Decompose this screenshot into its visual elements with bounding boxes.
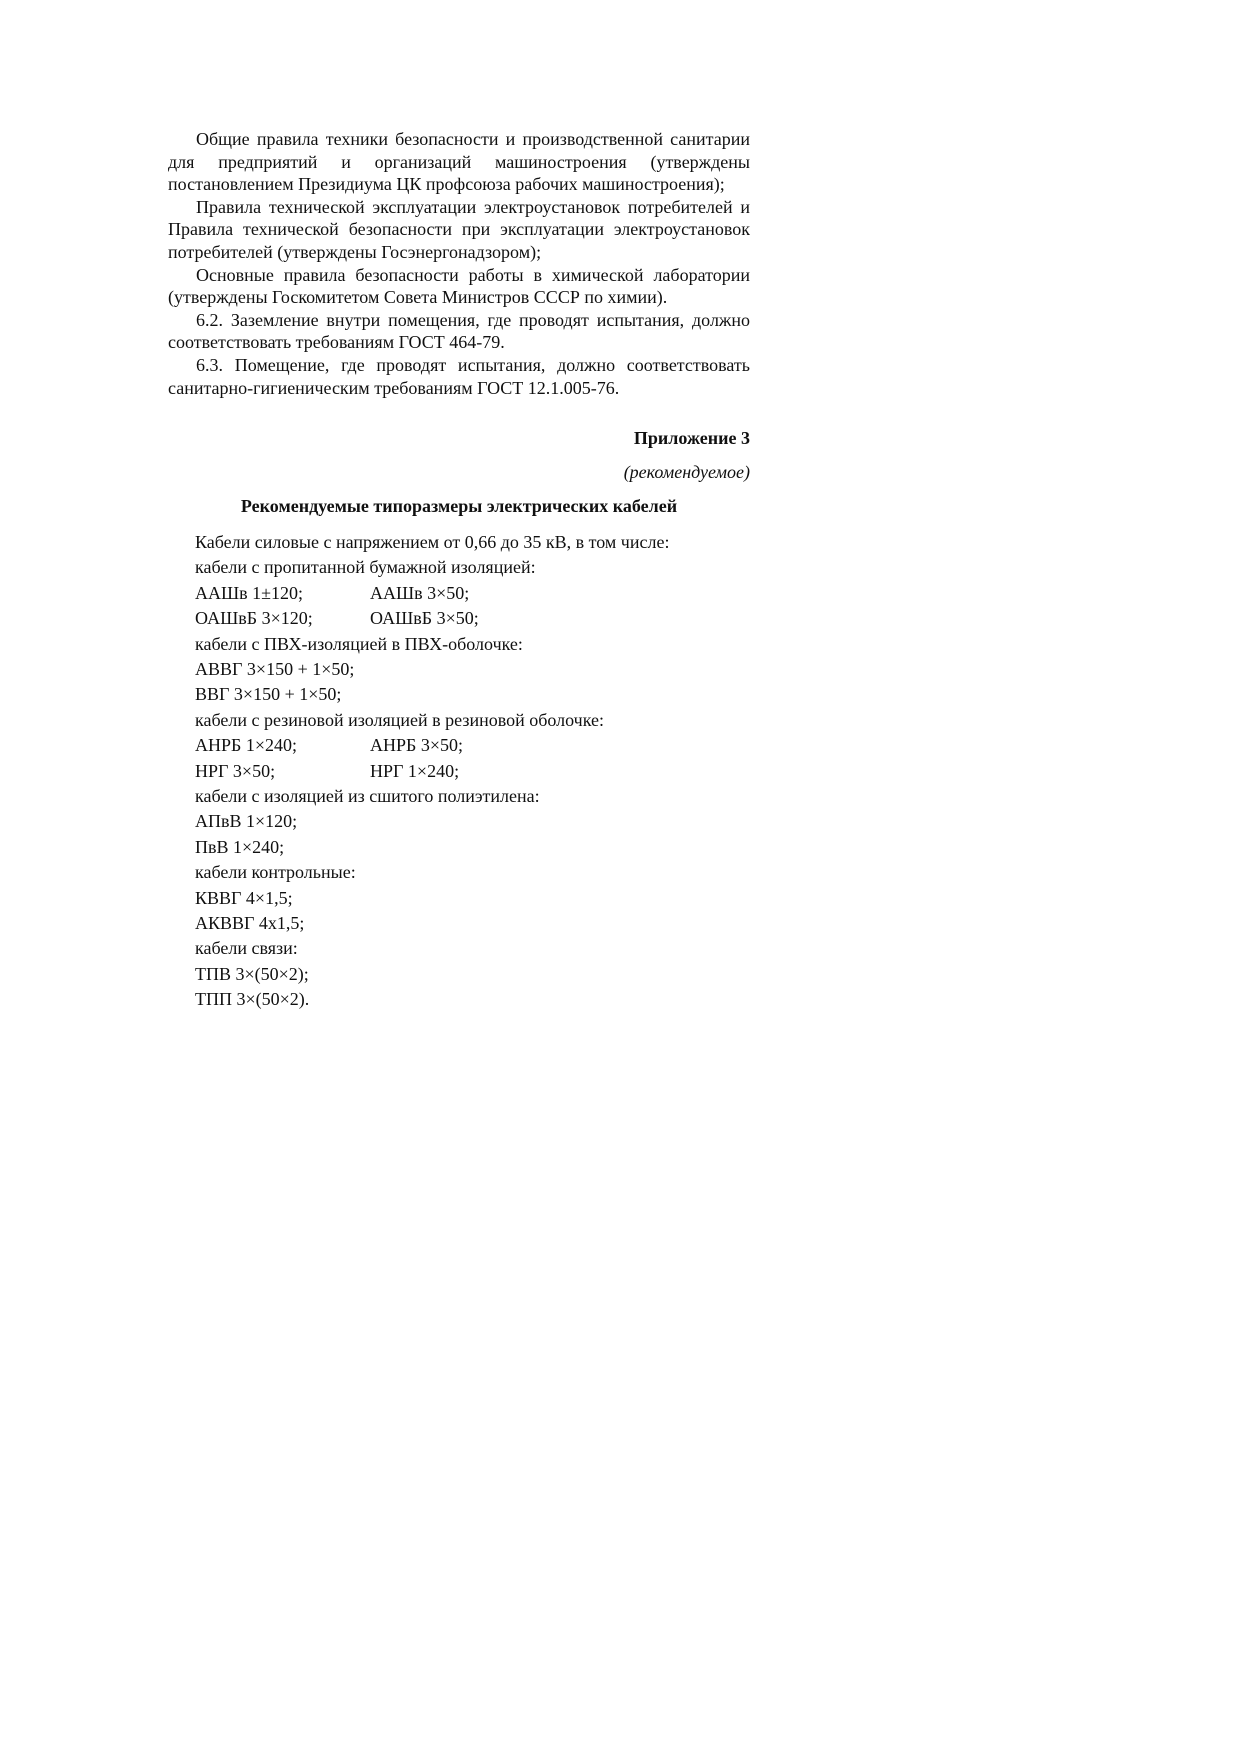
- cable-col2: ОАШвБ 3×50;: [370, 608, 479, 629]
- appendix-label: Приложение 3: [633, 428, 750, 449]
- cable-col1: кабели контрольные:: [195, 862, 356, 883]
- cable-line: [195, 886, 750, 911]
- cable-col1: АКВВГ 4х1,5;: [195, 913, 305, 933]
- cable-line: [195, 657, 750, 682]
- cable-line: [195, 606, 750, 631]
- cable-line: [195, 682, 750, 707]
- cable-col1: кабели с пропитанной бумажной изоляцией:: [195, 557, 536, 578]
- cable-line: [195, 733, 750, 758]
- cable-col1: НРГ 3×50;: [195, 760, 276, 781]
- body-paragraph: Правила технической эксплуатации электроустановок потребителей и Правила технической безопасности при эксплуатации электроустановок потребителей (утверждены Госэнергонадзором);: [168, 196, 750, 262]
- appendix-note: (рекомендуемое): [623, 461, 750, 482]
- cable-col1: кабели с изоляцией из сшитого полиэтилена:: [195, 785, 540, 806]
- body-paragraph: Основные правила безопасности работы в химической лаборатории (утверждены Госкомитетом Совета Министров СССР по химии).: [168, 264, 750, 308]
- cable-line: [195, 835, 750, 860]
- cable-line: [195, 581, 750, 606]
- cable-col1: АВВГ 3×150 + 1×50;: [195, 658, 355, 679]
- cable-col1: кабели с ПВХ-изоляцией в ПВХ-оболочке:: [195, 633, 523, 654]
- cable-line: [195, 911, 750, 936]
- body-paragraph: Общие правила техники безопасности и производственной санитарии для предприятий и организаций машиностроения (утверждены постановлением Президиума ЦК профсоюза рабочих машиностроения);: [168, 129, 750, 195]
- cable-col1: кабели с резиновой изоляцией в резиновой оболочке:: [195, 709, 604, 730]
- cable-col1: Кабели силовые с напряжением от 0,66 до 35 кВ, в том числе:: [195, 531, 670, 552]
- cable-col1: ТПП 3×(50×2).: [195, 989, 310, 1010]
- cable-col2: НРГ 1×240;: [370, 760, 460, 781]
- cable-line: [195, 530, 750, 555]
- cable-col1: ААШв 1±120;: [195, 582, 304, 603]
- cable-line: [195, 860, 750, 885]
- cable-line: [195, 936, 750, 961]
- cable-col1: ОАШвБ 3×120;: [195, 608, 313, 629]
- cable-line: [195, 759, 750, 784]
- cable-col1: АНРБ 1×240;: [195, 735, 297, 756]
- cable-col1: кабели связи:: [195, 938, 298, 959]
- text-column: [168, 128, 750, 1013]
- cable-col1: АПвВ 1×120;: [195, 811, 298, 832]
- cable-line: [195, 987, 750, 1012]
- cable-col1: ВВГ 3×150 + 1×50;: [195, 684, 342, 705]
- cable-col1: ПвВ 1×240;: [195, 836, 285, 857]
- cable-line: [195, 632, 750, 657]
- cable-line: [195, 784, 750, 809]
- cable-col2: ААШв 3×50;: [370, 582, 470, 603]
- cable-col1: ТПВ 3×(50×2);: [195, 963, 309, 984]
- cable-col2: АНРБ 3×50;: [370, 735, 463, 756]
- body-paragraph: 6.3. Помещение, где проводят испытания, должно соответствовать санитарно-гигиеническим требованиям ГОСТ 12.1.005-76.: [168, 354, 750, 398]
- section-heading: Рекомендуемые типоразмеры электрических кабелей: [240, 496, 678, 517]
- cable-col1: КВВГ 4×1,5;: [195, 887, 293, 908]
- cable-line: [195, 962, 750, 987]
- body-paragraph: 6.2. Заземление внутри помещения, где проводят испытания, должно соответствовать требованиям ГОСТ 464-79.: [168, 309, 750, 353]
- cable-line: [195, 708, 750, 733]
- cable-list: [168, 530, 750, 1013]
- cable-line: [195, 809, 750, 834]
- cable-line: [195, 555, 750, 580]
